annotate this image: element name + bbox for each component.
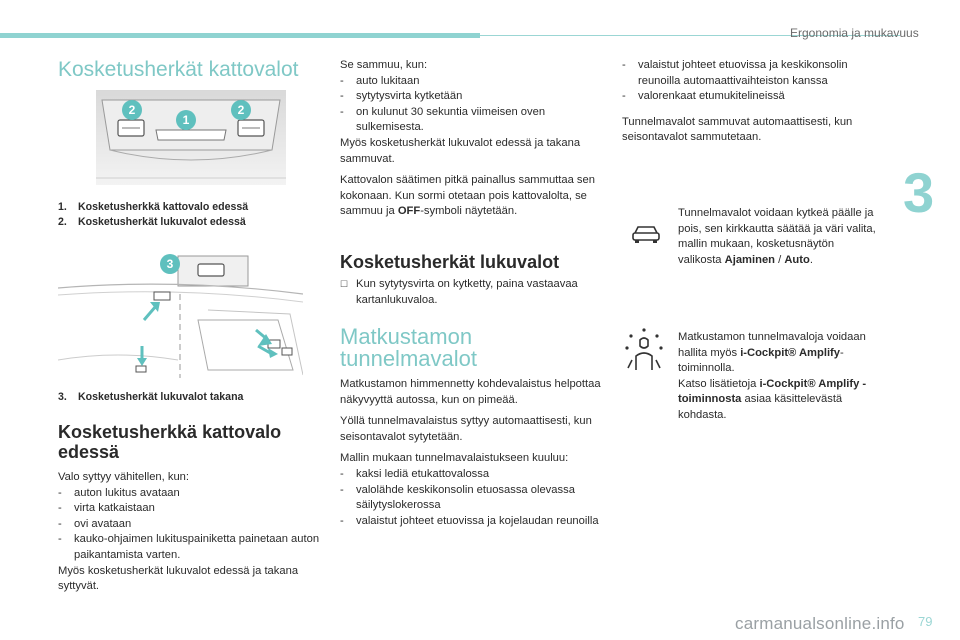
header-accent-bar [0,33,480,38]
watermark: carmanualsonline.info [735,614,905,633]
front-roof-light-heading: Kosketusherkkä kattovalo edessä [58,422,282,462]
caption-2: 2. Kosketusherkät lukuvalot edessä [58,216,246,228]
front-light-on-text: Valo syttyy vähitellen, kun: - auton lukitus avataan - virta katkaistaan - ovi avataan - kauko-ohjaimen lukituspainiketta painetaan auton paikantamista varten. Myös kosketusherkät lukuvalot edessä ja takana syttyvät. [58,471,320,593]
marker-2-right: 2 [231,100,251,120]
reading-lights-text: ☐ Kun sytytysvirta on kytketty, paina vastaavaa kartanlukuvaloa. [340,277,602,308]
light-off-text: Se sammuu, kun: - auto lukitaan - sytytysvirta kytketään - on kulunut 30 sekuntia viimeisen oven sulkemisesta. Myös kosketusherkät lukuvalot edessä ja takana sammuvat. Kattovalon säätimen pitkä painallus sammuttaa sen kokonaan. Kun sormi otetaan pois kattovalolta, se sammuu ja OFF-symboli näytetään. [340,59,595,218]
caption-1: 1. Kosketusherkkä kattovalo edessä [58,201,249,213]
page-number: 79 [918,614,933,629]
page-title: Kosketusherkät kattovalot [58,58,299,81]
rear-lights-illustration [58,250,303,380]
front-captions [58,200,328,230]
i-cockpit-note: Matkustamon tunnelmavaloja voidaan hallita myös i-Cockpit® Amplify-toiminnolla. Katso lisätietoja i-Cockpit® Amplify -toiminnosta asiaa käsittelevästä kohdasta. [678,331,867,421]
reading-lights-heading: Kosketusherkät lukuvalot [340,252,560,272]
caption-3: 3. Kosketusherkät lukuvalot takana [58,391,244,403]
chapter-number: 3 [903,161,935,224]
checkbox-bullet-icon: ☐ [340,279,349,289]
ambient-lights-heading: Matkustamon tunnelmavalot [340,324,477,371]
marker-1: 1 [176,110,196,130]
ambient-menu-note: Tunnelmavalot voidaan kytkeä päälle ja pois, sen kirkkautta säätää ja väri valita, mallin mukaan, kosketusnäytön valikosta Ajaminen / Auto. [678,207,876,266]
section-title: Ergonomia ja mukavuus [790,26,919,40]
ambient-lights-text: Matkustamon himmennetty kohdevalaistus helpottaa näkyvyyttä autossa, kun on pimeää. Yöllä tunnelmavalaistus syttyy automaattisesti, kun seisontavalot sytytetään. Mallin mukaan tunnelmavalaistukseen kuuluu: - kaksi lediä etukattovalossa - valolähde keskikonsolin etuosassa olevassa säilytyslokerossa - valaistut johteet etuovissa ja kojelaudan reunoilla [340,378,601,527]
ambient-continued-text: - valaistut johteet etuovissa ja keskikonsolin reunoilla automaattivaihteiston kanssa - valorenkaat etumukitelineissä Tunnelmavalot sammuvat automaattisesti, kun seisontavalot sammutetaan. [622,59,853,144]
marker-2-left: 2 [122,100,142,120]
marker-3: 3 [160,254,180,274]
car-front-icon [630,224,662,244]
person-ambient-icon [624,326,664,372]
